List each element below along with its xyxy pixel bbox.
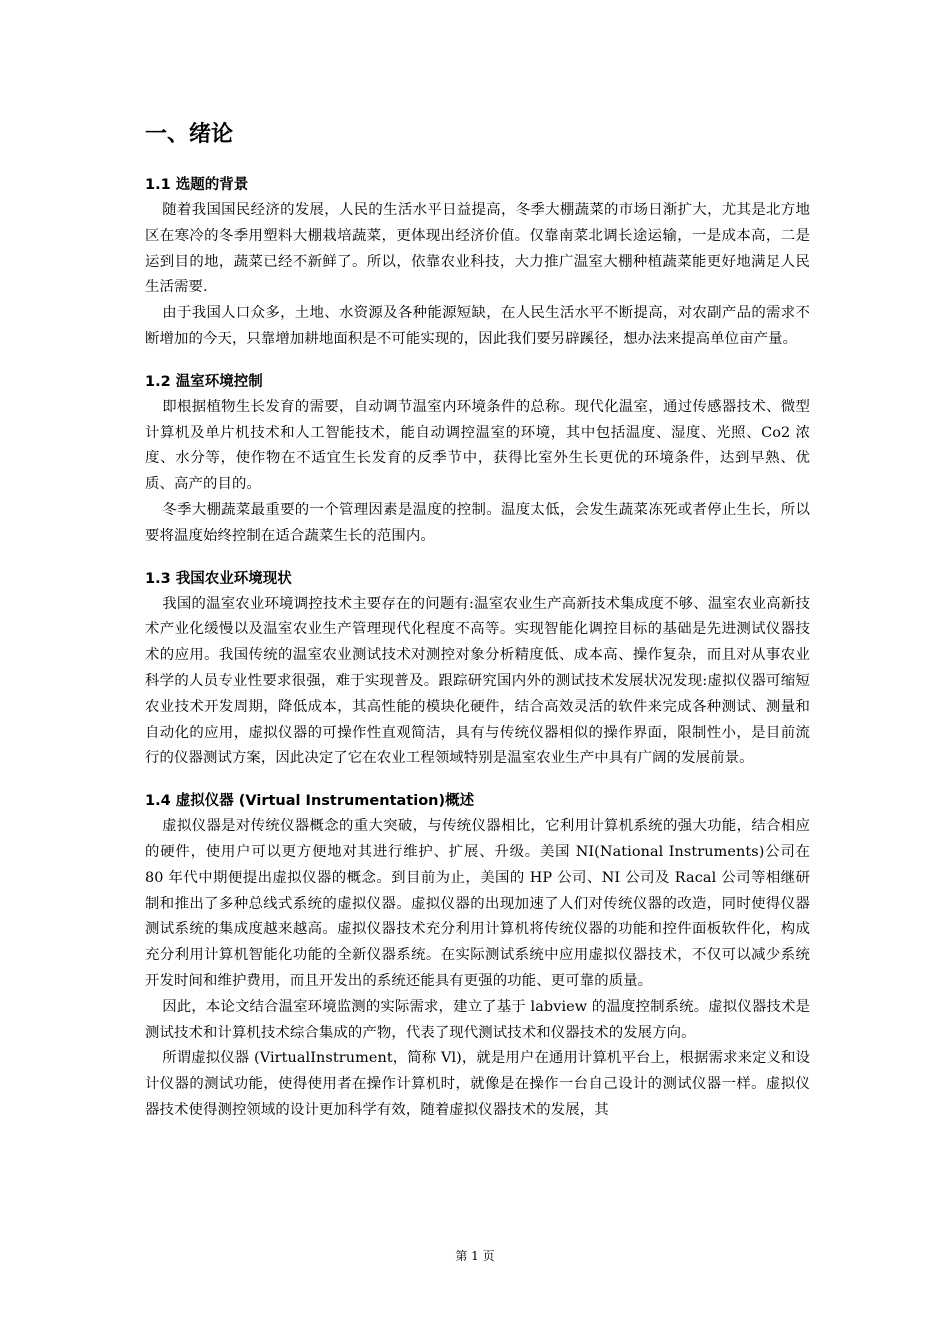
document-body	[145, 118, 810, 1140]
paragraph: 我国的温室农业环境调控技术主要存在的问题有:温室农业生产高新技术集成度不够、温室农业高新技术产业化缓慢以及温室农业生产管理现代化程度不高等。实现智能化调控目标的基础是先进测试仪器技术的应用。我国传统的温室农业测试技术对测控对象分析精度低、成本高、操作复杂，而且对从事农业科学的人员专业性要求很强，难于实现普及。跟踪研究国内外的测试技术发展状况发现:虚拟仪器可缩短农业技术开发周期，降低成本，其高性能的模块化硬件，结合高效灵活的软件来完成各种测试、测量和自动化的应用，虚拟仪器的可操作性直观简洁，具有与传统仪器相似的操作界面，限制性小，是目前流行的仪器测试方案，因此决定了它在农业工程领域特别是温室农业生产中具有广阔的发展前景。	[145, 595, 810, 767]
section-title: 1.3 我国农业环境现状	[145, 570, 292, 587]
section-background	[145, 172, 810, 353]
paragraph: 即根据植物生长发育的需要，自动调节温室内环境条件的总称。现代化温室，通过传感器技术、微型计算机及单片机技术和人工智能技术，能自动调控温室的环境，其中包括温度、湿度、光照、Co2 浓度、水分等，使作物在不适宜生长发育的反季节中，获得比室外生长更优的环境条件，达到早熟、优质、高产的目的。	[145, 398, 810, 493]
section-agriculture-status	[145, 566, 810, 773]
chapter-title: 一、绪论	[145, 122, 234, 147]
section-title: 1.4 虚拟仪器 (Virtual Instrumentation)概述	[145, 793, 475, 810]
section-virtual-instrumentation	[145, 788, 810, 1124]
paragraph: 所谓虚拟仪器 (VirtualInstrument，简称 Vl)，就是用户在通用计算机平台上，根据需求来定义和设计仪器的测试功能，使得使用者在操作计算机时，就像是在操作一台自己设计的测试仪器一样。虚拟仪器技术使得测控领域的设计更加科学有效，随着虚拟仪器技术的发展，其	[145, 1050, 810, 1118]
section-title: 1.1 选题的背景	[145, 177, 249, 193]
paragraph: 因此，本论文结合温室环境监测的实际需求，建立了基于 labview 的温度控制系统。虚拟仪器技术是测试技术和计算机技术综合集成的产物，代表了现代测试技术和仪器技术的发展方向。	[145, 998, 810, 1041]
paragraph: 冬季大棚蔬菜最重要的一个管理因素是温度的控制。温度太低，会发生蔬菜冻死或者停止生长，所以要将温度始终控制在适合蔬菜生长的范围内。	[145, 501, 810, 544]
page-number: 第 1 页	[455, 1249, 495, 1263]
paragraph: 由于我国人口众多，土地、水资源及各种能源短缺，在人民生活水平不断提高，对农副产品的需求不断增加的今天，只靠增加耕地面积是不可能实现的，因此我们要另辟蹊径，想办法来提高单位亩产量。	[145, 305, 810, 347]
section-greenhouse-control	[145, 369, 810, 550]
paragraph: 虚拟仪器是对传统仪器概念的重大突破，与传统仪器相比，它利用计算机系统的强大功能，结合相应的硬件，使用户可以更方便地对其进行维护、扩展、升级。美国 NI(National Instruments)公司在 80 年代中期便提出虚拟仪器的概念。到目前为止，美国的 HP 公司、NI 公司及 Racal 公司等相继研制和推出了多种总线式系统的虚拟仪器。虚拟仪器的出现加速了人们对传统仪器的改造，同时使得仪器测试系统的集成度越来越高。虚拟仪器技术充分利用计算机将传统仪器的功能和控件面板软件化，构成充分利用计算机智能化功能的全新仪器系统。在实际测试系统中应用虚拟仪器技术，不仅可以减少系统开发时间和维护费用，而且开发出的系统还能具有更强的功能、更可靠的质量。	[145, 818, 810, 989]
paragraph: 随着我国国民经济的发展，人民的生活水平日益提高，冬季大棚蔬菜的市场日渐扩大，尤其是北方地区在寒冷的冬季用塑料大棚栽培蔬菜，更体现出经济价值。仅靠南菜北调长途运输，一是成本高，二是运到目的地，蔬菜已经不新鲜了。所以，依靠农业科技，大力推广温室大棚种植蔬菜能更好地满足人民生活需要.	[145, 202, 810, 296]
section-title: 1.2 温室环境控制	[145, 373, 263, 390]
